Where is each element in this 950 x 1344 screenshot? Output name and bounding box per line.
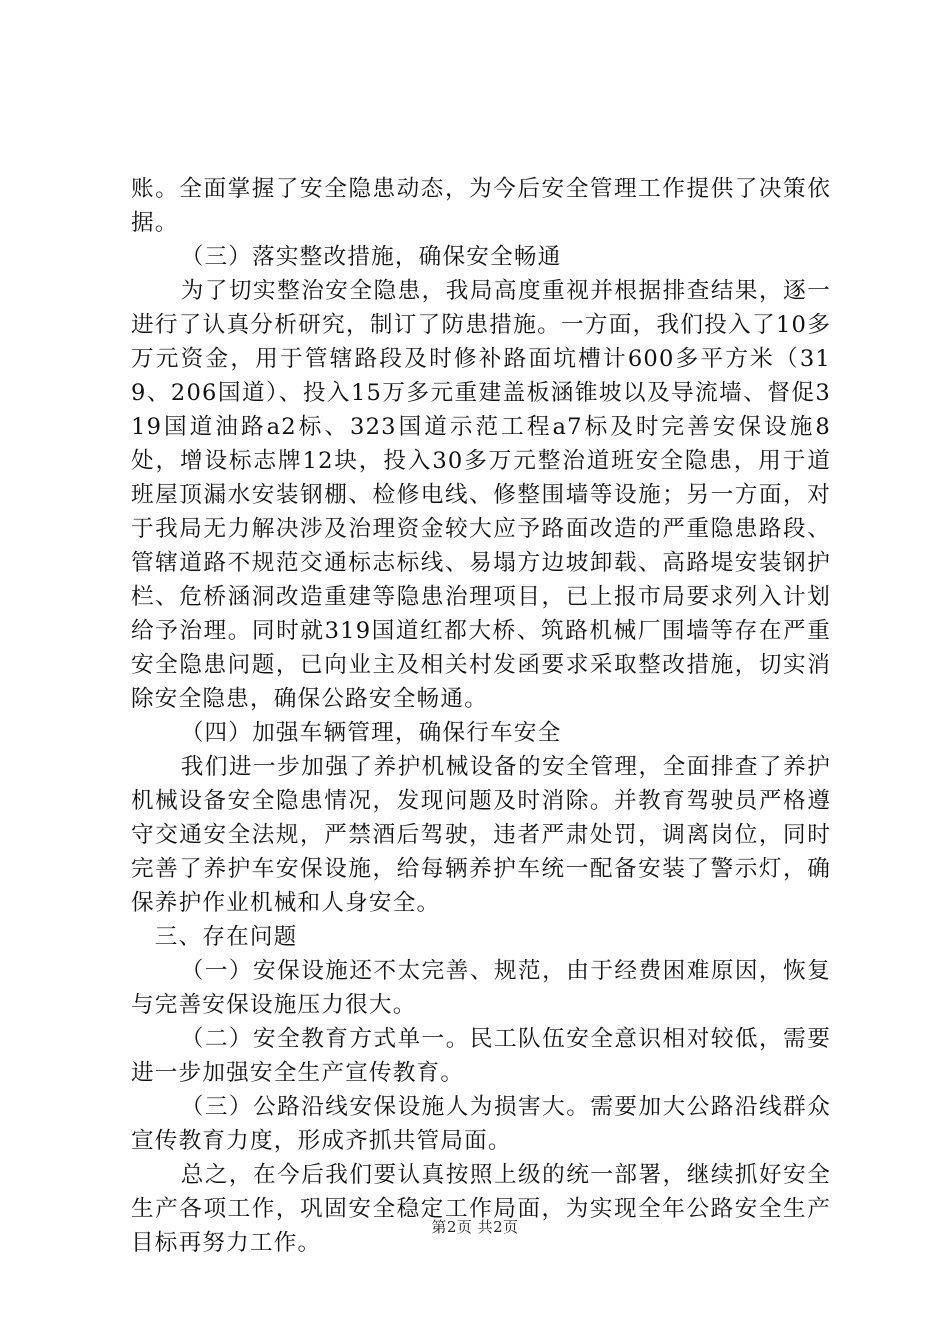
document-body (131, 172, 831, 1260)
paragraph-continuation: 账。全面掌握了安全隐患动态，为今后安全管理工作提供了决策依据。 (131, 176, 831, 236)
page-number-footer: 第2页 共2页 (431, 1218, 519, 1236)
paragraph-vehicle-management: 我们进一步加强了养护机械设备的安全管理，全面排查了养护机械设备安全隐患情况，发现问题及时消除。并教育驾驶员严格遵守交通安全法规，严禁酒后驾驶，违者严肃处罚，调离岗位，同时完善了养护车安保设施，给每辆养护车统一配备安装了警示灯，确保养护作业机械和人身安全。 (131, 754, 831, 916)
problem-item-2: （二）安全教育方式单一。民工队伍安全意识相对较低，需要进一步加强安全生产宣传教育。 (131, 1026, 831, 1086)
section-heading-problems: 三、存在问题 (154, 924, 298, 950)
problem-item-3: （三）公路沿线安保设施人为损害大。需要加大公路沿线群众宣传教育力度，形成齐抓共管局面。 (131, 1094, 831, 1154)
paragraph-rectification: 为了切实整治安全隐患，我局高度重视并根据排查结果，逐一进行了认真分析研究，制订了防患措施。一方面，我们投入了10多万元资金，用于管辖路段及时修补路面坑槽计600多平方米（319、206国道）、投入15万多元重建盖板涵锥坡以及导流墙、督促319国道油路a2标、323国道示范工程a7标及时完善安保设施8处，增设标志牌12块，投入30多万元整治道班安全隐患，用于道班屋顶漏水安装钢棚、检修电线、修整围墙等设施；另一方面，对于我局无力解决涉及治理资金较大应予路面改造的严重隐患路段、管辖道路不规范交通标志标线、易塌方边坡卸载、高路堤安装钢护栏、危桥涵洞改造重建等隐患治理项目，已上报市局要求列入计划给予治理。同时就319国道红都大桥、筑路机械厂围墙等存在严重安全隐患问题，已向业主及相关村发函要求采取整改措施，切实消除安全隐患，确保公路安全畅通。 (131, 278, 831, 712)
section-heading-4: （四）加强车辆管理，确保行车安全 (180, 720, 562, 746)
section-heading-3: （三）落实整改措施，确保安全畅通 (180, 244, 562, 270)
paragraph-conclusion: 总之，在今后我们要认真按照上级的统一部署，继续抓好安全生产各项工作，巩固安全稳定工作局面，为实现全年公路安全生产目标再努力工作。 (131, 1162, 831, 1256)
problem-item-1: （一）安保设施还不太完善、规范，由于经费困难原因，恢复与完善安保设施压力很大。 (131, 958, 831, 1018)
